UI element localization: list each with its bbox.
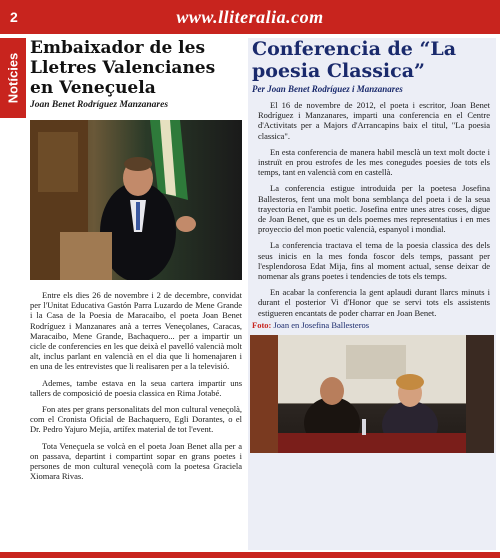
left-paragraph-2: Ademes, tambe estava en la seua cartera impartir uns tallers de composició de poesia classica en Rima Jotabé. (30, 377, 242, 398)
woman-hair (396, 374, 424, 390)
right-paragraph-4: La conferencia tractava el tema de la poesia classica des dels seus inicis en la mes fonda foscor dels temps, passant per l'esplendorosa Edat Mija, fins al moment actual, sense deixar de nomenar als grans poetes i tendencies de tots els temps. (258, 240, 490, 282)
poet-speaking-illustration (30, 120, 242, 280)
right-paragraph-2: En esta conferencia de manera habil mesclà un text molt docte i instruït en prou estrofes de les mes conegudes poesies de tots els temps, tant en valencià com en castellà. (258, 146, 490, 178)
right-paragraph-1: El 16 de novembre de 2012, el poeta i escritor, Joan Benet Rodríguez i Manzanares, imparti una conferencia en el Centre d'Activitats per a Majors d'Arrancapins baix el titul, "La poesia classica". (258, 100, 490, 141)
poet-speaking-photo (30, 120, 242, 280)
site-url[interactable]: www.lliteralia.com (176, 7, 324, 27)
right-article-title: Conferencia de “La poesia Classica” (252, 38, 457, 82)
left-paragraph-1: Entre els dies 26 de novembre i 2 de decembre, convidat per l'Unitat Educativa Gastón Parra Luzardo de Mene Grande i la Casa de la Poesia de Maracaibo, el poeta Joan Benet Rodríguez i Manzanares anà a terres Veneçolanes, Caracas, Maracaibo, Mene Grande, Bachaquero... per a impartir un cicle de conferencies en les que deixà el pavelló valencià molt alt, inclus parlant en valencià en el dia que li homenajaren i en una de les entrevistes que li realisaren per a la televisió. (30, 290, 242, 372)
left-article-body (30, 290, 242, 481)
right-panel (466, 335, 494, 453)
wall-frame (38, 132, 78, 192)
section-tab (0, 38, 26, 118)
water-bottle (362, 419, 366, 435)
caption-text: Joan en Josefina Ballesteros (273, 319, 370, 330)
page-footer-bar (0, 552, 500, 558)
section-tab-label: Notícies (5, 52, 21, 104)
left-paragraph-3: Fon ates per grans personalitats del mon cultural veneçolà, com el Cronista Oficial de Bachaquero, Egli Dorantes, o el Dr. Pedro Yajuro Mejía, artífex material de tot l'event. (30, 404, 242, 435)
left-curtain (250, 335, 278, 453)
wall-poster (346, 345, 406, 379)
right-article (248, 38, 496, 550)
right-article-byline: Per Joan Benet Rodríguez i Manzanares (252, 84, 403, 94)
lectern (60, 232, 112, 280)
speaker-tie (136, 202, 140, 230)
page-number: 2 (10, 9, 18, 25)
table-cloth (278, 433, 466, 453)
caption-label: Foto: (252, 319, 272, 330)
conference-table-photo (250, 335, 494, 453)
right-paragraph-5: En acabar la conferencia la gent aplaudi durant llarcs minuts i durant el posterior Vi d'Honor que se servi tots els assistents estigueren encantats de poder charrar en Joan Benet. (258, 287, 490, 318)
left-article (30, 38, 242, 550)
left-article-byline: Joan Benet Rodríguez Manzanares (30, 100, 169, 110)
photo-caption (248, 320, 496, 330)
left-paragraph-4: Tota Veneçuela se volcà en el poeta Joan Benet alla per a on passava, departint i compartint sopar en grans poetes i persones de mon cultural veneçolà com la poetesa Graciela Xiomara Rivas. (30, 440, 242, 482)
left-article-title: Embaixador de les Lletres Valencianes en Veneçuela (30, 38, 216, 98)
speaker-hair (124, 157, 152, 171)
page-header (0, 0, 500, 34)
speaker-hand (176, 216, 196, 232)
right-article-body (248, 100, 496, 318)
conference-illustration (250, 335, 494, 453)
man-face (320, 377, 344, 405)
right-paragraph-3: La conferencia estigue introduida per la poetesa Josefina Ballesteros, fent una molt bona semblança del poeta i de la seua trayectoria en l'ambit poetic. Josefina entre unes atres coses, digue de Joan Benet, que es un dels poemes mes representatius i en mes proyeccio del mon poetic valencià, espanyol i mondial. (258, 183, 490, 235)
